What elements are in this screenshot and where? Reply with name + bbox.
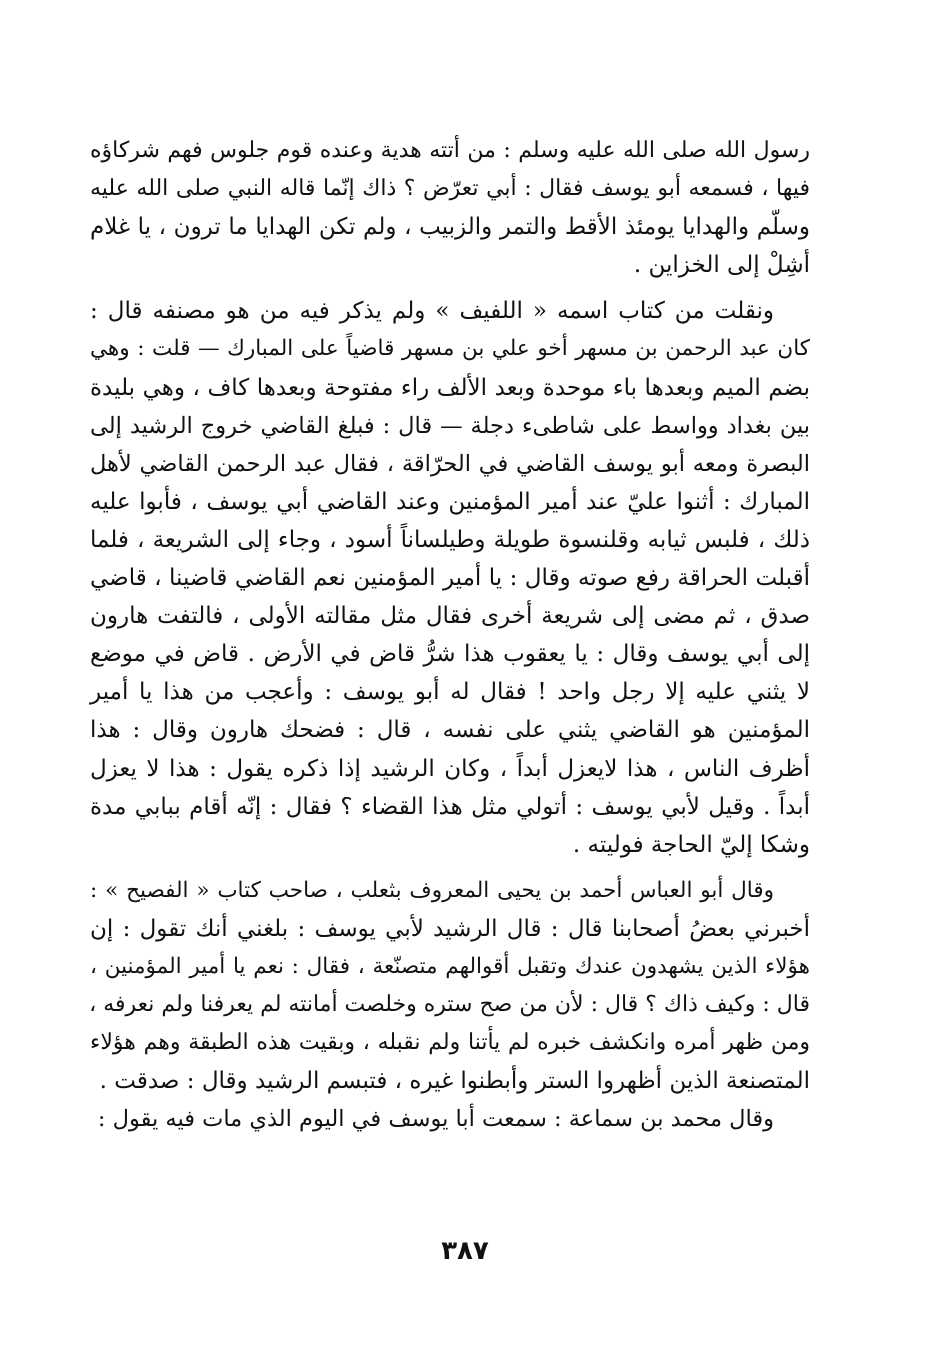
text-line: المؤمنين هو القاضي يثني على نفسه ، قال : فضحك هارون وقال : هذا [90, 717, 810, 744]
paragraph [90, 872, 810, 1101]
text-line: رسول الله صلى الله عليه وسلم : من أتته هدية وعنده قوم جلوس فهم شركاؤه [90, 138, 810, 163]
text-line: صدق ، ثم مضى إلى شريعة أخرى فقال مثل مقالته الأولى ، فالتفت هارون [90, 603, 810, 630]
text-line: أظرف الناس ، هذا لايعزل أبداً ، وكان الرشيد إذا ذكره يقول : هذا لا يعزل [90, 755, 810, 782]
text-line: وسلّم والهدايا يومئذ الأقط والتمر والزبيب ، ولم تكن الهدايا ما ترون ، يا غلام [90, 214, 810, 241]
paragraph-gap [90, 864, 810, 872]
text-line: المبارك : أثنوا عليّ عند أمير المؤمنين وعند القاضي أبي يوسف ، فأبوا عليه [90, 488, 810, 515]
text-line: وقال محمد بن سماعة : سمعت أبا يوسف في اليوم الذي مات فيه يقول : [97, 1106, 774, 1133]
text-line: أقبلت الحراقة رفع صوته وقال : يا أمير المؤمنين نعم القاضي قاضينا ، قاضي [90, 565, 810, 592]
text-line: لا يثني عليه إلا رجل واحد ! فقال له أبو يوسف : وأعجب من هذا يا أمير [90, 679, 810, 706]
text-line: ذلك ، فلبس ثيابه وقلنسوة طويلة وطيلساناً أسود ، وجاء إلى الشريعة ، فلما [90, 526, 810, 553]
text-line: أشِلْ إلى الخزاين . [633, 252, 810, 279]
page-body [90, 132, 810, 1138]
paragraph [90, 1100, 810, 1138]
text-line: البصرة ومعه أبو يوسف القاضي في الحرّاقة ، فقال عبد الرحمن القاضي لأهل [90, 450, 810, 477]
page-number: ٣٨٧ [441, 1236, 489, 1266]
text-line: ومن ظهر أمره وانكشف خبره لم يأتنا ولم نقبله ، وبقيت هذه الطبقة وهم هؤلاء [90, 1030, 810, 1056]
text-line: وشكا إليّ الحاجة فوليته . [572, 831, 810, 858]
paragraph-gap [90, 284, 810, 292]
paragraph [90, 132, 810, 284]
text-line: المتصنعة الذين أظهروا الستر وأبطنوا غيره ، فتبسم الرشيد وقال : صدقت . [99, 1068, 810, 1095]
text-line: هؤلاء الذين يشهدون عندك وتقبل أقوالهم متصنّعة ، فقال : نعم يا أمير المؤمنين ، [90, 953, 810, 979]
text-line: بين بغداد وواسط على شاطىء دجلة — قال : فبلغ القاضي خروج الرشيد إلى [90, 412, 810, 439]
text-line: إلى أبي يوسف وقال : يا يعقوب هذا شرُّ قاض في الأرض . قاض في موضع [90, 641, 810, 668]
text-line: ونقلت من كتاب اسمه « اللفيف » ولم يذكر فيه من هو مصنفه قال : [90, 298, 774, 325]
paragraph [90, 292, 810, 863]
text-line: وقال أبو العباس أحمد بن يحيى المعروف بثعلب ، صاحب كتاب « الفصيح » : [90, 877, 774, 903]
text-line: بضم الميم وبعدها باء موحدة وبعد الألف راء مفتوحة وبعدها كاف ، وهي بليدة [90, 374, 810, 401]
text-line: فيها ، فسمعه أبو يوسف فقال : أبي تعرّض ؟ ذاك إنّما قاله النبي صلى الله عليه [90, 176, 810, 202]
text-line: قال : وكيف ذاك ؟ قال : لأن من صح ستره وخلصت أمانته لم يعرفنا ولم نعرفه ، [89, 992, 810, 1018]
text-line: كان عبد الرحمن بن مسهر أخو علي بن مسهر قاضياً على المبارك — قلت : وهي [90, 336, 810, 362]
text-line: أخبرني بعضُ أصحابنا قال : قال الرشيد لأبي يوسف : بلغني أنك تقول : إن [90, 915, 810, 942]
text-line: أبداً . وقيل لأبي يوسف : أتولي مثل هذا القضاء ؟ فقال : إنّه أقام ببابي مدة [90, 793, 810, 820]
